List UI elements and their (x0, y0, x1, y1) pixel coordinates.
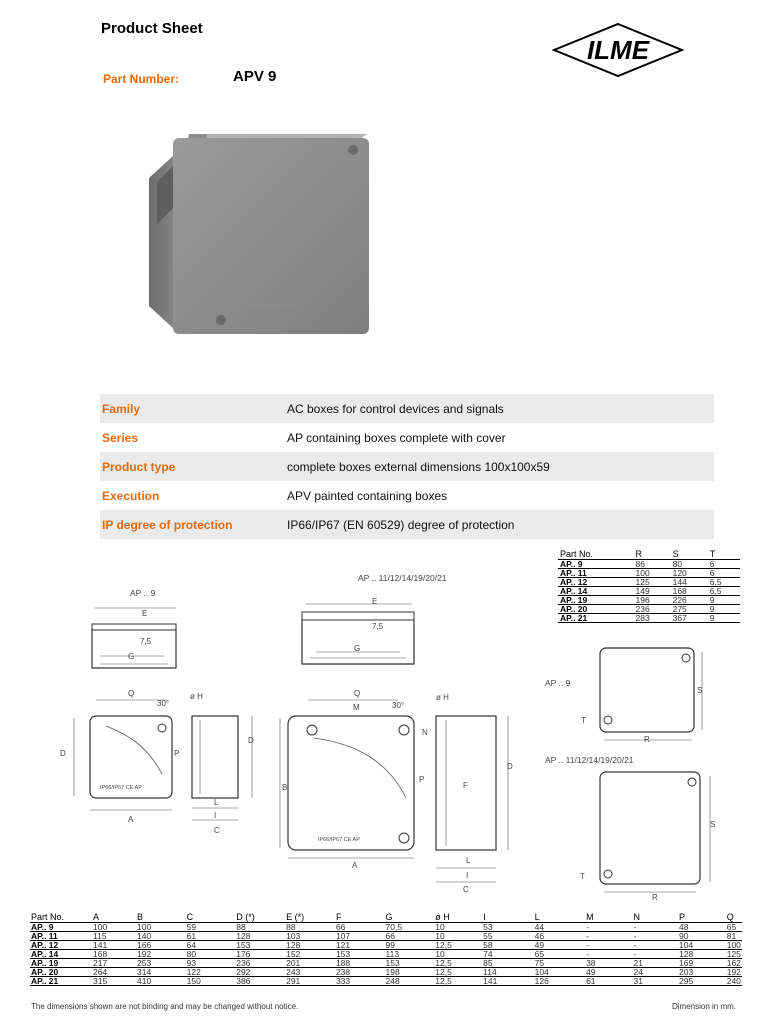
rst-cell: 6,5 (708, 587, 740, 596)
rst-part-no: AP.. 21 (558, 614, 634, 623)
dimension-cell: 113 (385, 950, 435, 959)
dimension-cell: 122 (186, 968, 236, 977)
dimension-part-no: AP.. 12 (30, 941, 92, 950)
property-value: complete boxes external dimensions 100x100x59 (287, 452, 714, 481)
rst-part-no: AP.. 20 (558, 605, 634, 614)
dimension-cell: 65 (726, 923, 742, 932)
dimension-cell: 100 (92, 923, 136, 932)
dimension-cell: 386 (235, 977, 285, 986)
dim-i-label: I (214, 811, 217, 820)
dim-75-label: 7,5 (140, 637, 152, 646)
dimension-cell: 238 (335, 968, 385, 977)
dimension-cell: 128 (235, 932, 285, 941)
dimension-part-no: AP.. 11 (30, 932, 92, 941)
dimension-cell: 128 (678, 950, 726, 959)
dimension-cell: 153 (385, 959, 435, 968)
rst-header: T (708, 549, 740, 560)
rst-cell: 6 (708, 560, 740, 569)
unit-note: Dimension in mm. (672, 1002, 737, 1011)
dimension-cell: 80 (186, 950, 236, 959)
dimension-cell: 140 (136, 932, 186, 941)
rst-part-no: AP.. 19 (558, 596, 634, 605)
ap9-front-drawing (66, 690, 266, 830)
dimension-cell: 75 (534, 959, 585, 968)
property-key: IP degree of protection (100, 510, 287, 539)
apn-footprint-drawing (578, 762, 714, 898)
dimension-cell: 24 (632, 968, 678, 977)
dimension-part-no: AP.. 14 (30, 950, 92, 959)
dimension-header: M (585, 911, 632, 923)
property-key: Product type (100, 452, 287, 481)
dim-b-label: B (282, 783, 288, 792)
dim-oh-label: ø H (190, 692, 203, 701)
rst-part-no: AP.. 9 (558, 560, 634, 569)
dimension-cell: 48 (678, 923, 726, 932)
dimension-cell: 104 (534, 968, 585, 977)
dim-75-label-2: 7,5 (372, 622, 384, 631)
dim-p-label: P (174, 749, 180, 758)
dim-l-label-2: L (466, 856, 471, 865)
dimension-header: G (385, 911, 435, 923)
dim-g-label-2: G (354, 644, 361, 653)
dimension-cell: 126 (534, 977, 585, 986)
rst-header: Part No. (558, 549, 634, 560)
dimension-cell: 85 (482, 959, 533, 968)
dimension-cell: 38 (585, 959, 632, 968)
drawing-caption-ap9-right: AP .. 9 (545, 678, 571, 688)
dimension-cell: 49 (534, 941, 585, 950)
dimension-table-header (30, 911, 742, 923)
dimension-header: P (678, 911, 726, 923)
part-number-value: APV 9 (233, 68, 277, 85)
dimension-cell: 153 (235, 941, 285, 950)
dimension-cell: 201 (285, 959, 335, 968)
dimension-cell: - (585, 923, 632, 932)
dimension-cell: 103 (285, 932, 335, 941)
dim-f-label: F (463, 781, 468, 790)
dimension-cell: 203 (678, 968, 726, 977)
dimension-cell: - (632, 923, 678, 932)
dimension-cell: 44 (534, 923, 585, 932)
property-value: APV painted containing boxes (287, 488, 448, 503)
dimension-header: D (*) (235, 911, 285, 923)
dimension-cell: 88 (235, 923, 285, 932)
dimension-cell: - (632, 950, 678, 959)
rst-cell: 9 (708, 614, 740, 623)
dimension-header: B (136, 911, 186, 923)
dim-n-label: N (422, 728, 428, 737)
rst-cell: 367 (671, 614, 708, 623)
dimension-cell: 12,5 (434, 968, 482, 977)
rst-cell: 144 (671, 578, 708, 587)
dimension-header: Part No. (30, 911, 92, 923)
dimension-cell: 152 (285, 950, 335, 959)
dimension-cell: 253 (136, 959, 186, 968)
apn-front-drawing (278, 690, 518, 898)
rst-part-no: AP.. 12 (558, 578, 634, 587)
property-value: AP containing boxes complete with cover (287, 430, 506, 445)
dim-m-label: M (353, 703, 360, 712)
dimension-cell: 217 (92, 959, 136, 968)
dimension-cell: 314 (136, 968, 186, 977)
dimension-cell: 150 (186, 977, 236, 986)
dimension-cell: 188 (335, 959, 385, 968)
dimension-part-no: AP.. 20 (30, 968, 92, 977)
drawing-caption-ap9: AP .. 9 (130, 588, 156, 598)
rst-cell: 168 (671, 587, 708, 596)
product-properties-table (100, 394, 714, 539)
rst-part-no: AP.. 11 (558, 569, 634, 578)
dimension-cell: 114 (482, 968, 533, 977)
dimension-cell: 292 (235, 968, 285, 977)
rst-cell: 86 (634, 560, 671, 569)
dimension-cell: 162 (726, 958, 741, 968)
dimension-cell: - (632, 932, 678, 941)
dimension-cell: 49 (585, 968, 632, 977)
dim-d-label: D (60, 749, 66, 758)
dimension-cell: 88 (285, 923, 335, 932)
dim-e-label-2: E (372, 597, 378, 606)
dim-c-label-2: C (463, 885, 469, 894)
rst-cell: 6,5 (708, 578, 740, 587)
ap9-footprint-drawing (578, 640, 708, 750)
dimension-cell: 125 (726, 949, 741, 959)
dimension-cell: 104 (678, 941, 726, 950)
dimension-cell: 10 (434, 950, 482, 959)
dimension-header: ø H (434, 911, 482, 923)
dimension-cell: 90 (678, 932, 726, 941)
apn-section-drawing (296, 596, 420, 676)
dim-s-label: S (697, 686, 703, 695)
dimension-cell: 240 (726, 976, 741, 986)
dimension-part-no: AP.. 19 (30, 959, 92, 968)
property-row (100, 510, 714, 539)
rst-header: S (671, 549, 708, 560)
rst-cell: 236 (634, 605, 671, 614)
product-photo (145, 128, 375, 338)
dimension-cell: 141 (92, 941, 136, 950)
dimension-header: L (534, 911, 585, 923)
dim-a-label-2: A (352, 861, 358, 870)
dimension-cell: 198 (385, 968, 435, 977)
dimension-cell: 61 (186, 932, 236, 941)
rst-cell: 226 (671, 596, 708, 605)
dimension-row (30, 977, 742, 986)
dimension-cell: 12,5 (434, 977, 482, 986)
dimension-header: A (92, 911, 136, 923)
dimension-cell: 169 (678, 959, 726, 968)
dim-30-label-2: 30° (392, 701, 405, 710)
ip-marking: IP66/IP67 CE AP (100, 785, 142, 791)
dimension-cell: 31 (632, 977, 678, 986)
dim-t-label-2: T (580, 872, 585, 881)
rst-cell: 196 (634, 596, 671, 605)
dimension-cell: 21 (632, 959, 678, 968)
rst-cell: 283 (634, 614, 671, 623)
svg-text:ILME: ILME (586, 35, 650, 65)
dim-a-label: A (128, 815, 134, 824)
dimension-cell: 10 (434, 923, 482, 932)
dimension-cell: 53 (482, 923, 533, 932)
dimension-cell: - (585, 941, 632, 950)
dimension-header: Q (726, 911, 742, 923)
dim-l-label: L (214, 798, 219, 807)
rst-cell: 275 (671, 605, 708, 614)
rst-table-body (558, 560, 740, 623)
rst-header: R (634, 549, 671, 560)
property-key: Series (102, 430, 139, 445)
dimension-cell: 166 (136, 941, 186, 950)
dimension-cell: 99 (385, 941, 435, 950)
dimension-cell: 59 (186, 923, 236, 932)
dimension-table-body (30, 923, 742, 986)
dimension-cell: 315 (92, 977, 136, 986)
dimension-cell: 70,5 (385, 923, 435, 932)
dimension-cell: 93 (186, 959, 236, 968)
page-title: Product Sheet (101, 20, 203, 37)
dimension-cell: 192 (726, 967, 741, 977)
ip-marking-2: IP66/IP67 CE AP (318, 837, 360, 843)
dimension-header: I (482, 911, 533, 923)
dimension-cell: 46 (534, 932, 585, 941)
dim-g-label: G (128, 652, 135, 661)
rst-dimension-table (558, 549, 740, 623)
part-number-label: Part Number: (103, 72, 180, 86)
dimension-cell: 176 (235, 950, 285, 959)
dimension-cell: 107 (335, 932, 385, 941)
rst-cell: 100 (634, 569, 671, 578)
dimension-part-no: AP.. 21 (30, 977, 92, 986)
dimension-cell: 10 (434, 932, 482, 941)
dim-p-label-2: P (419, 775, 425, 784)
dimension-part-no: AP.. 9 (30, 923, 92, 932)
dimension-cell: 410 (136, 977, 186, 986)
property-value: IP66/IP67 (EN 60529) degree of protection (287, 510, 714, 539)
rst-cell: 125 (634, 578, 671, 587)
dim-e-label: E (142, 609, 148, 618)
rst-row (558, 614, 740, 623)
dimension-cell: 81 (726, 932, 742, 941)
dim-r-label-2: R (652, 893, 658, 902)
rst-cell: 9 (708, 596, 740, 605)
dimension-cell: - (632, 941, 678, 950)
dimension-cell: 295 (678, 977, 726, 986)
dimension-header: F (335, 911, 385, 923)
property-row (100, 452, 714, 481)
dim-r-label: R (644, 735, 650, 744)
property-row (100, 394, 714, 423)
dim-q-label-2: Q (354, 689, 361, 698)
property-key: Family (100, 394, 287, 423)
dimension-cell: 12,5 (434, 959, 482, 968)
dimension-cell: 58 (482, 941, 533, 950)
dim-i-label-2: I (466, 871, 469, 880)
rst-cell: 6 (708, 569, 740, 578)
property-key: Execution (102, 488, 160, 503)
dimension-cell: 192 (136, 950, 186, 959)
dim-30-label: 30° (157, 699, 170, 708)
dimension-header: C (186, 911, 236, 923)
dimension-cell: 236 (235, 959, 285, 968)
dimension-cell: 65 (534, 950, 585, 959)
dimension-header: E (*) (285, 911, 335, 923)
dimension-cell: 153 (335, 950, 385, 959)
dimension-cell: - (585, 950, 632, 959)
dimension-cell: 66 (385, 932, 435, 941)
dimension-cell: 61 (585, 977, 632, 986)
ap9-section-drawing (86, 598, 186, 678)
dimension-header: N (632, 911, 678, 923)
dimension-cell: 115 (92, 932, 136, 941)
disclaimer-note: The dimensions shown are not binding and may be changed without notice. (31, 1002, 299, 1011)
property-value: AC boxes for control devices and signals (287, 394, 714, 423)
dim-d-side-label-2: D (507, 762, 513, 771)
dim-s-label-2: S (710, 820, 716, 829)
dimension-table (30, 911, 742, 986)
dimension-cell: 291 (285, 977, 335, 986)
rst-cell: 120 (671, 569, 708, 578)
dimension-cell: 12,5 (434, 941, 482, 950)
dimension-cell: 100 (136, 923, 186, 932)
dim-q-label: Q (128, 689, 135, 698)
dimension-cell: 66 (335, 923, 385, 932)
drawing-caption-apn: AP .. 11/12/14/19/20/21 (358, 573, 447, 583)
dim-oh-label-2: ø H (436, 693, 449, 702)
dimension-cell: 168 (92, 950, 136, 959)
ilme-logo (552, 22, 684, 78)
rst-part-no: AP.. 14 (558, 587, 634, 596)
property-row (100, 481, 714, 510)
rst-cell: 149 (634, 587, 671, 596)
property-row (100, 423, 714, 452)
dimension-cell: 248 (385, 977, 435, 986)
dimension-cell: 243 (285, 968, 335, 977)
dimension-cell: 333 (335, 977, 385, 986)
dimension-cell: 121 (335, 941, 385, 950)
dimension-cell: 141 (482, 977, 533, 986)
dim-d-side-label: D (248, 736, 254, 745)
dimension-cell: 55 (482, 932, 533, 941)
drawing-caption-apn-right: AP .. 11/12/14/19/20/21 (545, 755, 634, 765)
dimension-cell: 264 (92, 968, 136, 977)
dimension-cell: 100 (726, 940, 741, 950)
dimension-cell: 64 (186, 941, 236, 950)
dimension-cell: 128 (285, 941, 335, 950)
rst-cell: 9 (708, 605, 740, 614)
dimension-cell: - (585, 932, 632, 941)
rst-cell: 80 (671, 560, 708, 569)
dimension-cell: 74 (482, 950, 533, 959)
dim-c-label: C (214, 826, 220, 835)
dim-t-label: T (581, 716, 586, 725)
